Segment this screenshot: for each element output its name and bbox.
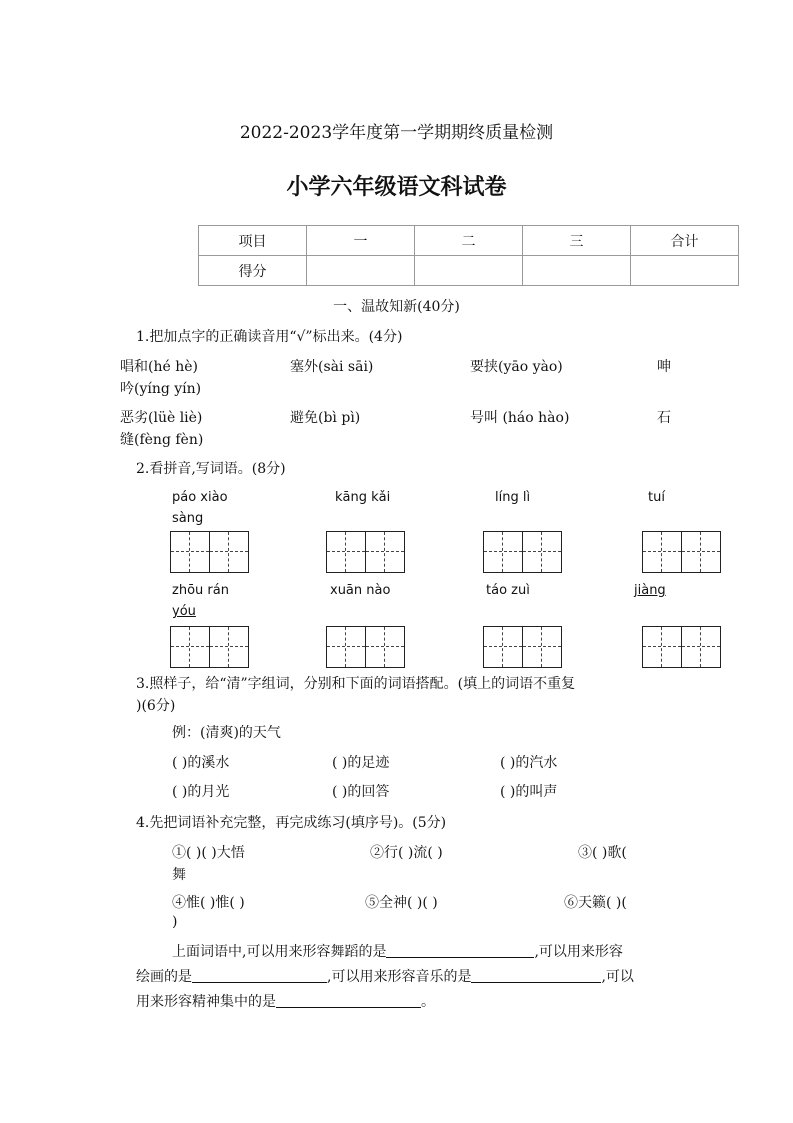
q1-item: 恶劣(lüè liè): [120, 410, 203, 426]
pinyin-label: yóu: [172, 604, 196, 619]
q4-paragraph-text: ,可以用来形容音乐的是: [327, 969, 472, 985]
answer-blank[interactable]: [192, 968, 327, 983]
score-cell: 项目: [199, 226, 307, 256]
q4-paragraph-text: 绘画的是: [136, 969, 192, 985]
q4-paragraph-text: 用来形容精神集中的是: [136, 994, 276, 1010]
q4-item[interactable]: ①( )( )大悟: [172, 845, 245, 861]
q3-example: 例：(清爽)的天气: [172, 725, 281, 741]
writing-grid[interactable]: [642, 531, 721, 573]
writing-grid[interactable]: [483, 626, 562, 668]
pinyin-label: sàng: [172, 511, 204, 526]
pinyin-label: xuān nào: [330, 583, 391, 598]
q4-title: 4.先把词语补充完整，再完成练习(填序号)。(5分): [136, 815, 447, 831]
q1-item: 呻: [657, 359, 671, 375]
q1-item: 塞外(sài sāi): [290, 359, 374, 375]
answer-blank[interactable]: [471, 968, 601, 983]
pinyin-label: jiàng: [634, 583, 666, 598]
writing-grid[interactable]: [326, 626, 405, 668]
q3-blank-item[interactable]: ( )的汽水: [500, 755, 558, 771]
pinyin-label: tuí: [648, 490, 665, 505]
score-table: [198, 225, 739, 286]
writing-grid[interactable]: [326, 531, 405, 573]
score-input-cell[interactable]: [523, 256, 631, 286]
q4-paragraph-text: ,可以: [601, 969, 634, 985]
q1-item: 缝(fèng fèn): [120, 432, 204, 448]
score-table-score-row: [199, 256, 739, 286]
score-cell: 三: [523, 226, 631, 256]
q4-paragraph-text: ,可以用来形容: [534, 944, 623, 960]
q2-title: 2.看拼音,写词语。(8分): [136, 461, 286, 477]
q3-title: 3.照样子，给“清”字组词，分别和下面的词语搭配。(填上的词语不重复: [136, 676, 576, 692]
q4-item[interactable]: ⑥天籁( )(: [564, 895, 627, 911]
q3-blank-item[interactable]: ( )的叫声: [500, 784, 558, 800]
q4-paragraph-line1: [172, 941, 623, 961]
score-cell: 合计: [631, 226, 739, 256]
score-cell: 一: [307, 226, 415, 256]
q4-item[interactable]: ④惟( )惟( ): [172, 895, 245, 911]
q3-blank-item[interactable]: ( )的足迹: [332, 755, 390, 771]
q3-blank-item[interactable]: ( )的回答: [332, 784, 390, 800]
q1-item: 避免(bì pì): [290, 410, 361, 426]
score-cell: 二: [415, 226, 523, 256]
q3-blank-item[interactable]: ( )的溪水: [172, 755, 230, 771]
q4-item: 舞: [172, 867, 186, 883]
q4-item[interactable]: ②行( )流( ): [370, 845, 443, 861]
q4-item[interactable]: ⑤全神( )( ): [365, 895, 438, 911]
score-cell: 得分: [199, 256, 307, 286]
q4-paragraph-text: 上面词语中,可以用来形容舞蹈的是: [172, 944, 387, 960]
writing-grid[interactable]: [483, 531, 562, 573]
q1-item: 号叫 (háo hào): [470, 410, 570, 426]
exam-title-line1: 2022-2023学年度第一学期期终质量检测: [239, 123, 554, 143]
pinyin-label: kāng kǎi: [335, 490, 391, 505]
score-input-cell[interactable]: [631, 256, 739, 286]
writing-grid[interactable]: [170, 531, 249, 573]
score-table-header-row: [199, 226, 739, 256]
q1-title: 1.把加点字的正确读音用“√”标出来。(4分): [136, 329, 403, 345]
pinyin-label: táo zuì: [486, 583, 530, 598]
q1-item: 石: [657, 410, 671, 426]
section-title: 一、温故知新(40分): [333, 299, 460, 315]
writing-grid[interactable]: [170, 626, 249, 668]
q1-item: 要挟(yāo yào): [470, 359, 563, 375]
pinyin-label: líng lì: [495, 490, 531, 505]
q4-paragraph-line2: [136, 966, 634, 986]
q4-paragraph-line3: [136, 991, 435, 1011]
pinyin-label: páo xiào: [172, 490, 228, 505]
q1-item: 吟(yíng yín): [120, 381, 202, 397]
answer-blank[interactable]: [276, 993, 421, 1008]
exam-title-line2: 小学六年级语文科试卷: [286, 174, 507, 200]
answer-blank[interactable]: [386, 943, 534, 958]
score-input-cell[interactable]: [415, 256, 523, 286]
q3-title-cont: )(6分): [136, 698, 176, 714]
score-input-cell[interactable]: [307, 256, 415, 286]
q1-item: 唱和(hé hè): [120, 359, 198, 375]
q4-item[interactable]: ③( )歌(: [578, 845, 627, 861]
pinyin-label: zhōu rán: [172, 583, 229, 598]
q4-item: ): [172, 914, 178, 930]
q3-blank-item[interactable]: ( )的月光: [172, 784, 230, 800]
q4-paragraph-text: 。: [421, 994, 435, 1010]
writing-grid[interactable]: [642, 626, 721, 668]
